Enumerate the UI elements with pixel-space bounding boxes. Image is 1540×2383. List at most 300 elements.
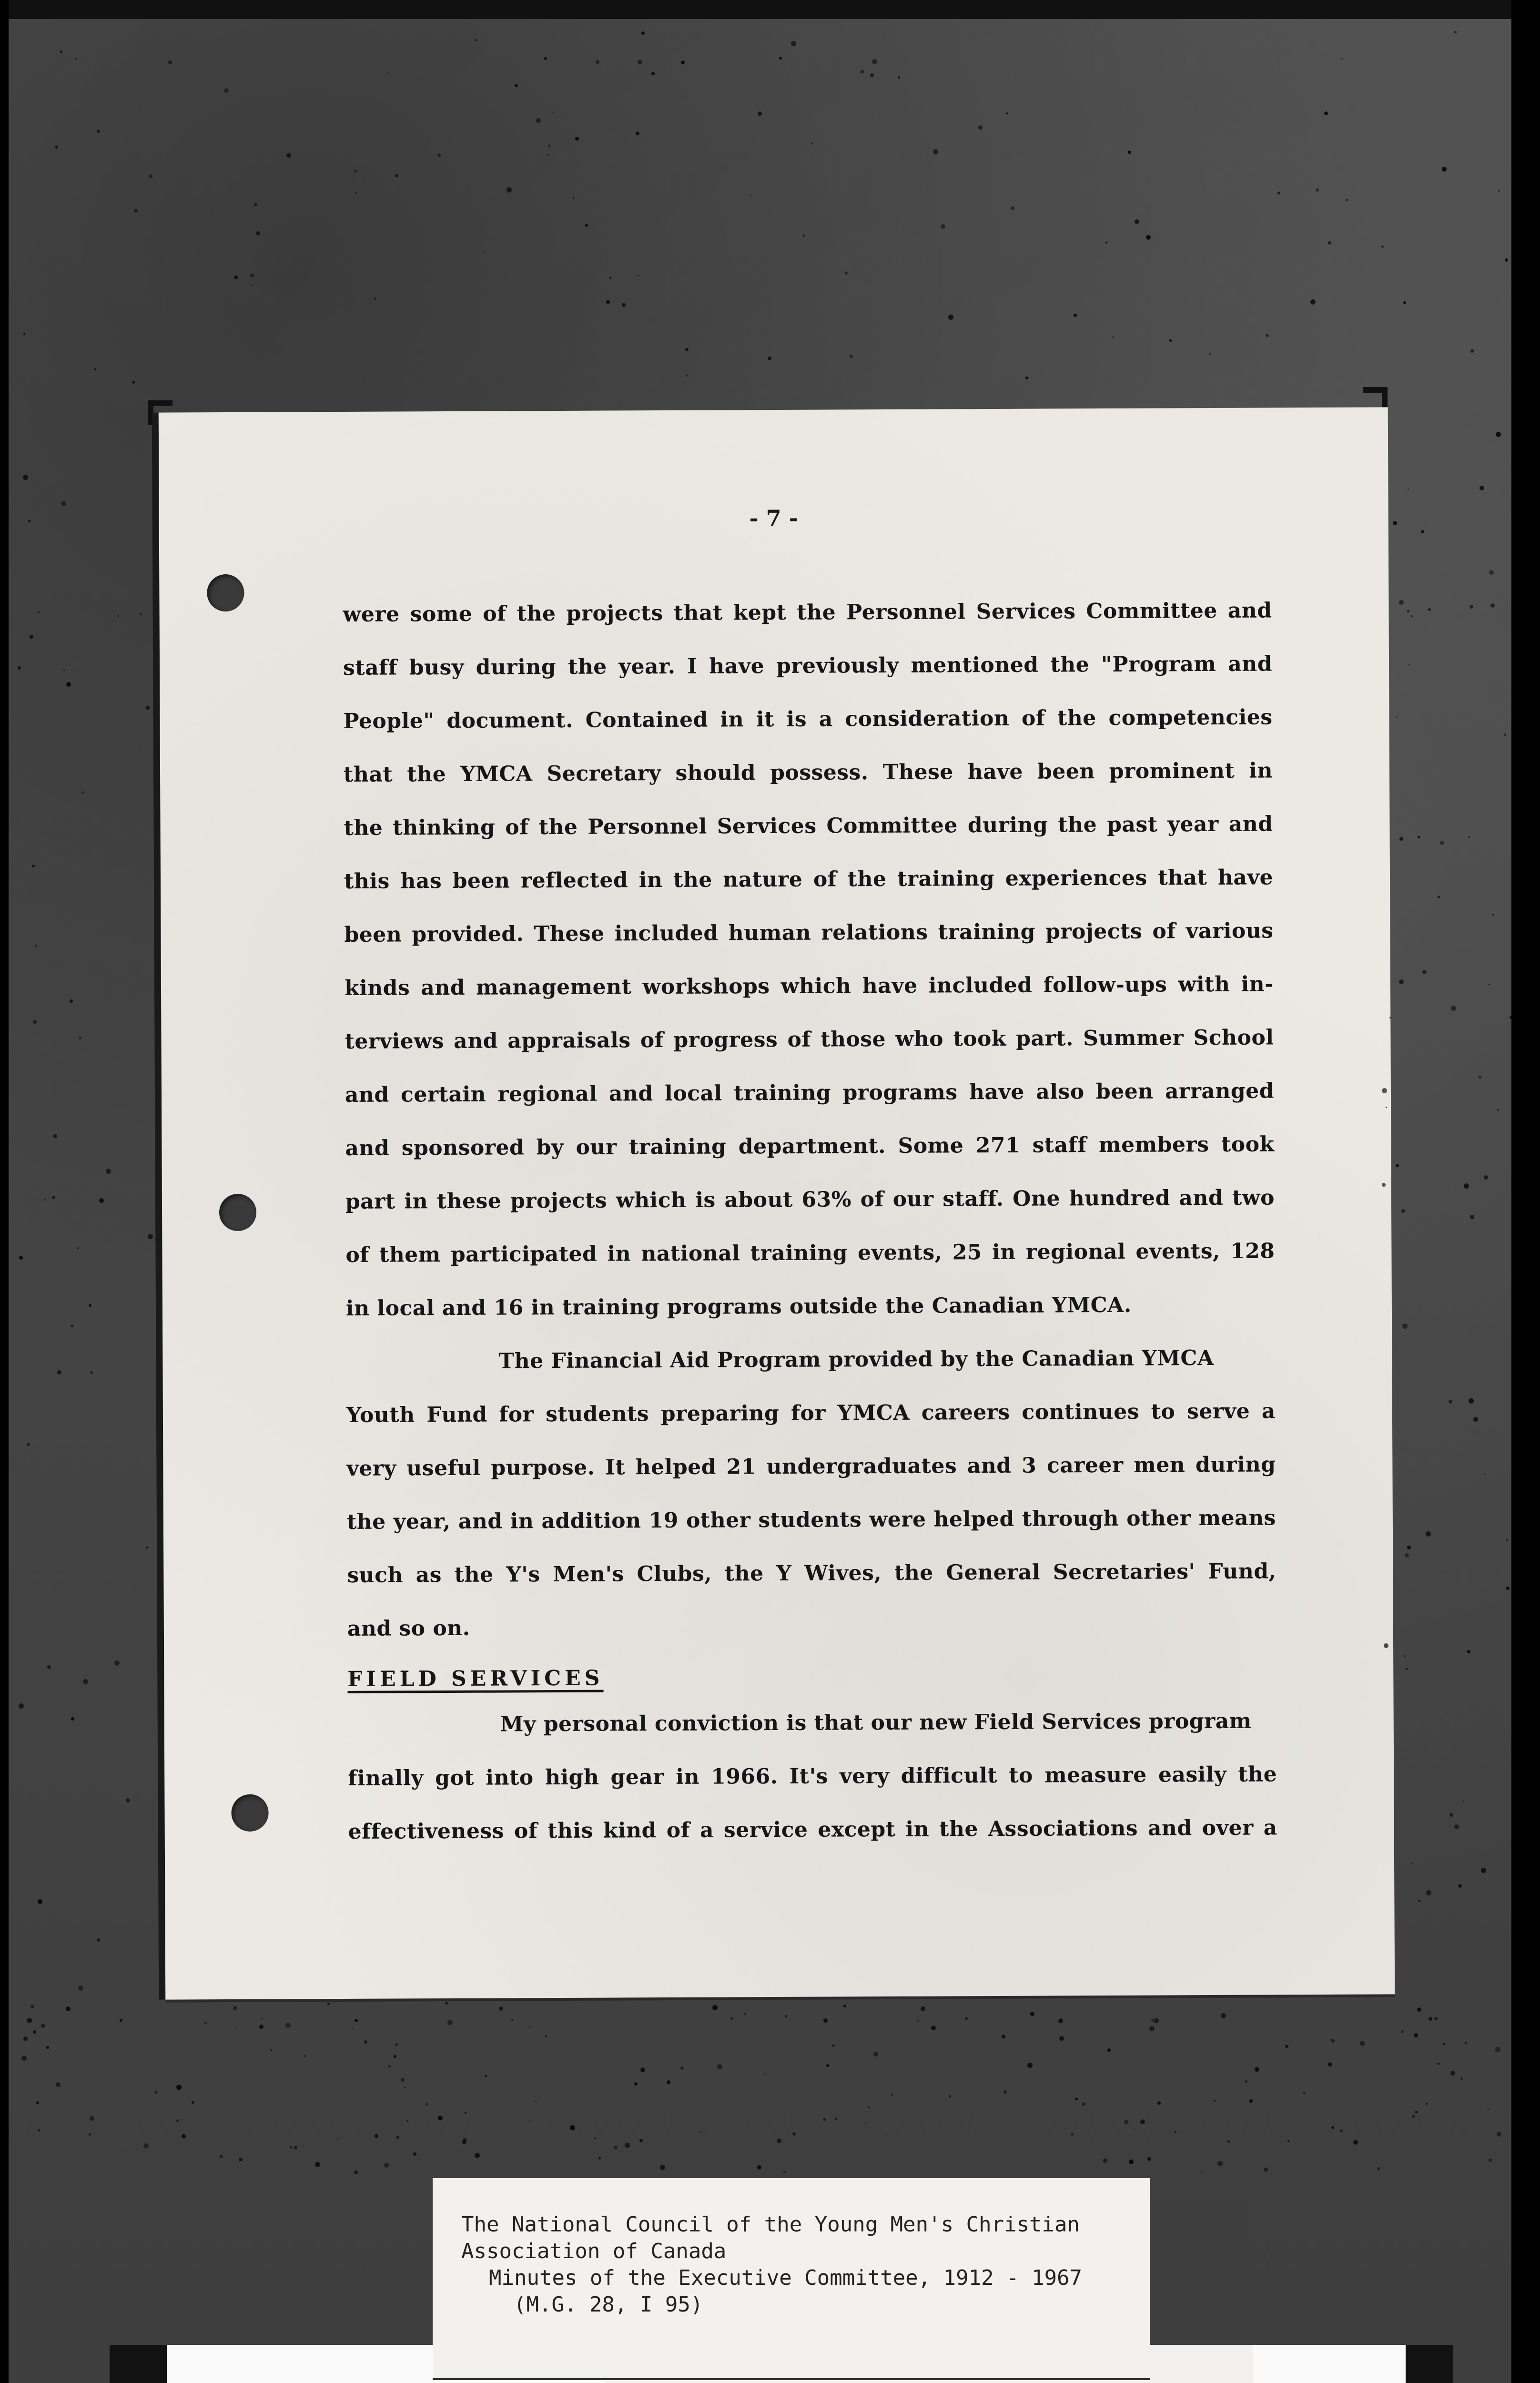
speckle <box>1406 1668 1408 1670</box>
speckle <box>1404 1655 1406 1657</box>
text-line: and sponsored by our training department. Some 271 staff members took <box>345 1132 1275 1161</box>
punch-hole-bottom <box>231 1794 268 1832</box>
speckle <box>97 1938 100 1942</box>
speckle <box>570 2125 575 2130</box>
speckle <box>401 2078 405 2082</box>
speckle <box>636 132 639 135</box>
speckle <box>1463 1801 1464 1802</box>
speckle <box>1285 2045 1288 2048</box>
speckle <box>1003 2090 1007 2094</box>
speckle <box>1495 2047 1500 2052</box>
speckle <box>1504 733 1506 736</box>
speckle <box>71 1717 74 1721</box>
speckle <box>63 670 65 671</box>
speckle <box>1401 2030 1404 2033</box>
text-line: and so on. <box>347 1616 470 1641</box>
speckle <box>134 209 138 213</box>
speckle <box>783 2171 786 2173</box>
speckle <box>1396 1164 1399 1167</box>
speckle <box>1328 241 1331 244</box>
speckle <box>204 2022 207 2024</box>
text-line: My personal conviction is that our new Field Services program <box>500 1709 1252 1737</box>
tape-strip <box>1144 2202 1248 2354</box>
text-line: were some of the projects that kept the Personnel Services Committee and <box>343 598 1272 627</box>
text-line: of them participated in national training events, 25 in regional events, 128 <box>345 1239 1275 1267</box>
speckle <box>1103 2159 1107 2163</box>
speckle <box>220 2155 223 2158</box>
punch-hole-middle <box>219 1194 256 1231</box>
speckle <box>53 1134 57 1138</box>
text-line: effectiveness of this kind of a service except in the Associations and over a <box>348 1815 1277 1844</box>
speckle <box>83 1679 88 1684</box>
speckle <box>384 2163 389 2168</box>
text-line: in local and 16 in training programs outside the Canadian YMCA. <box>345 1293 1132 1321</box>
speckle <box>1426 2103 1428 2105</box>
speckle <box>1403 301 1406 304</box>
speckle <box>294 2146 297 2149</box>
film-edge-top <box>0 0 1540 19</box>
speckle <box>413 2152 416 2156</box>
speckle <box>30 2005 34 2008</box>
speckle <box>1465 2042 1467 2044</box>
text-line: kinds and management workshops which have included follow-ups with in- <box>344 972 1274 1000</box>
speckle <box>680 2067 684 2070</box>
speckle <box>1451 1006 1456 1011</box>
text-line: and certain regional and local training programs have also been arranged <box>344 1079 1275 1107</box>
speckle <box>515 84 518 87</box>
speckle <box>622 303 626 307</box>
speckle <box>1340 2129 1343 2132</box>
speckle <box>66 682 71 687</box>
speckle <box>57 1370 61 1375</box>
speckle <box>99 1198 104 1203</box>
speckle <box>861 70 864 73</box>
text-line: the year, and in addition 19 other students were helped through other means <box>346 1506 1277 1534</box>
speckle <box>811 143 813 144</box>
speckle <box>891 2094 893 2096</box>
speckle <box>1154 2018 1159 2023</box>
speckle <box>1277 192 1280 194</box>
speckle <box>120 2019 122 2022</box>
speckle <box>625 2143 630 2148</box>
speckle <box>438 2116 443 2120</box>
speckle <box>1201 2171 1202 2173</box>
speckle <box>394 2055 396 2058</box>
speckle <box>1454 31 1457 33</box>
speckle <box>1331 2126 1334 2129</box>
speckle <box>270 2049 272 2051</box>
speckle <box>355 2019 358 2022</box>
speckle <box>1059 2036 1064 2041</box>
speckle <box>354 2170 358 2174</box>
speckle <box>47 1665 51 1669</box>
speckle <box>239 2158 243 2161</box>
speckle <box>547 154 548 155</box>
speckle <box>1217 2161 1223 2166</box>
speckle <box>1255 2067 1259 2072</box>
speckle <box>1438 896 1440 898</box>
speckle <box>66 2006 71 2011</box>
speckle <box>1399 600 1404 605</box>
speckle <box>89 2133 91 2136</box>
speckle <box>1479 1076 1481 1079</box>
speckle <box>1002 2035 1005 2038</box>
speckle <box>1245 2080 1247 2083</box>
speckle <box>286 153 291 158</box>
speckle <box>1341 58 1343 60</box>
text-line: The Financial Aid Program provided by the Canadian YMCA <box>498 1345 1214 1374</box>
speckle <box>90 1371 93 1374</box>
speckle <box>355 192 357 193</box>
speckle <box>575 137 579 141</box>
speckle <box>1405 1553 1409 1558</box>
text-line: that the YMCA Secretary should possess. These have been prominent in <box>343 758 1273 787</box>
speckle <box>33 1020 37 1024</box>
speckle <box>1393 521 1397 525</box>
speckle <box>465 2112 466 2114</box>
speckle <box>757 2165 761 2169</box>
speckle <box>352 2028 353 2029</box>
archive-reference-label <box>433 2178 1150 2378</box>
speckle <box>802 234 805 237</box>
speckle <box>97 130 100 133</box>
speckle <box>511 2019 513 2021</box>
speckle <box>868 2106 870 2108</box>
page-number: - 7 - <box>749 505 798 531</box>
speckle <box>1484 1474 1486 1475</box>
speckle <box>823 2118 826 2121</box>
speckle <box>529 2121 531 2122</box>
text-line: finally got into high gear in 1966. It's very difficult to measure easily the <box>348 1762 1277 1791</box>
speckle <box>21 2056 27 2061</box>
speckle <box>23 2037 28 2041</box>
speckle <box>931 2026 936 2030</box>
speckle <box>1128 151 1131 154</box>
speckle <box>261 2018 263 2019</box>
speckle <box>1489 570 1494 575</box>
speckle <box>792 2132 796 2136</box>
speckle <box>55 145 58 149</box>
speckle <box>949 2095 951 2098</box>
speckle <box>149 174 152 178</box>
speckle <box>598 2157 601 2159</box>
speckle <box>1382 1088 1387 1093</box>
speckle <box>250 274 254 277</box>
speckle <box>744 2013 746 2015</box>
speckle <box>1415 2111 1418 2113</box>
speckle <box>948 315 953 320</box>
speckle <box>1418 1900 1420 1902</box>
speckle <box>865 2123 866 2124</box>
speckle <box>1421 530 1424 533</box>
speckle <box>978 125 983 130</box>
punch-hole-top <box>207 574 244 611</box>
text-line: staff busy during the year. I have previously mentioned the "Program and <box>343 652 1273 680</box>
speckle <box>234 275 238 279</box>
speckle <box>553 112 554 113</box>
speckle <box>1505 258 1508 262</box>
speckle <box>1316 188 1319 192</box>
speckle <box>1426 1890 1431 1895</box>
speckle <box>1422 970 1427 974</box>
text-line: terviews and appraisals of progress of those who took part. Summer School <box>344 1025 1274 1054</box>
speckle <box>327 2003 330 2005</box>
speckle <box>1481 1868 1486 1873</box>
speckle <box>1107 2048 1111 2052</box>
speckle <box>1169 339 1172 342</box>
speckle <box>651 72 655 75</box>
speckle <box>1146 235 1151 240</box>
speckle <box>1484 1175 1488 1180</box>
speckle <box>445 2002 448 2005</box>
speckle <box>507 187 512 193</box>
speckle <box>35 945 37 947</box>
speckle <box>475 39 477 41</box>
speckle <box>1506 1539 1508 1541</box>
speckle <box>1074 314 1077 317</box>
speckle <box>1417 2007 1421 2012</box>
speckle <box>1418 836 1420 838</box>
speckle <box>437 153 441 157</box>
speckle <box>730 2017 733 2020</box>
speckle <box>1377 2167 1380 2170</box>
speckle <box>19 1703 24 1709</box>
speckle <box>1264 2168 1268 2172</box>
speckle <box>826 2064 829 2067</box>
speckle <box>475 2153 480 2158</box>
speckle <box>1470 1215 1474 1219</box>
speckle <box>917 2020 919 2022</box>
speckle <box>354 170 357 173</box>
speckle <box>114 1660 120 1666</box>
speckle <box>850 355 853 358</box>
text-line: part in these projects which is about 63% of our staff. One hundred and two <box>345 1185 1275 1214</box>
archive-label-line: Minutes of the Executive Committee, 1912 - 1967 <box>489 2266 1083 2290</box>
speckle <box>251 285 252 286</box>
speckle <box>641 31 645 35</box>
speckle <box>1479 486 1484 490</box>
archive-label-line: The National Council of the Young Men's Christian <box>461 2212 1080 2237</box>
speckle <box>872 59 877 64</box>
speckle <box>660 2165 665 2170</box>
speckle <box>28 520 30 522</box>
speckle <box>823 2018 828 2023</box>
speckle <box>1058 2018 1063 2023</box>
speckle <box>1134 2129 1135 2130</box>
speckle <box>233 2006 237 2010</box>
speckle <box>94 368 96 370</box>
speckle <box>1510 1016 1512 1019</box>
speckle <box>609 277 611 279</box>
speckle <box>921 2006 925 2011</box>
body-text <box>343 584 1277 1858</box>
speckle <box>1408 488 1409 489</box>
speckle <box>32 865 35 867</box>
speckle <box>965 2017 968 2020</box>
speckle <box>873 2052 878 2057</box>
speckle <box>764 2073 765 2075</box>
speckle <box>148 1234 153 1239</box>
speckle <box>898 76 900 79</box>
speckle <box>1467 1650 1470 1653</box>
speckle <box>1489 2159 1492 2162</box>
speckle <box>1470 349 1474 353</box>
speckle <box>1407 610 1409 612</box>
speckle <box>1490 603 1495 608</box>
speckle <box>285 2023 291 2028</box>
speckle <box>36 2101 39 2104</box>
speckle <box>146 706 150 710</box>
text-line: been provided. These included human relations training projects of various <box>344 918 1274 947</box>
speckle <box>638 60 642 64</box>
speckle <box>1464 1183 1469 1189</box>
speckle <box>44 1199 46 1201</box>
speckle <box>41 2024 45 2028</box>
speckle <box>785 2015 787 2017</box>
speckle <box>364 2040 367 2044</box>
speckle <box>1442 167 1447 172</box>
paragraph-field-services <box>348 1694 1277 1859</box>
speckle <box>462 2140 466 2144</box>
speckle <box>1443 2043 1445 2045</box>
speckle <box>1492 914 1494 916</box>
speckle <box>146 1547 148 1548</box>
speckle <box>56 2082 61 2087</box>
paragraph-financial-aid <box>346 1331 1277 1656</box>
speckle <box>499 2006 503 2011</box>
text-line: very useful purpose. It helped 21 undergraduates and 3 career men during <box>346 1452 1276 1481</box>
text-line: Youth Fund for students preparing for YMCA careers continues to serve a <box>346 1399 1276 1427</box>
speckle <box>1412 2115 1415 2118</box>
speckle <box>758 112 762 116</box>
speckle <box>843 2005 846 2007</box>
speckle <box>1437 2063 1439 2065</box>
speckle <box>791 41 796 46</box>
speckle <box>396 2136 399 2139</box>
speckle <box>681 61 685 64</box>
speckle <box>606 300 610 304</box>
speckle <box>717 2064 722 2069</box>
speckle <box>1469 605 1473 609</box>
speckle <box>140 613 142 615</box>
speckle <box>1389 1017 1391 1018</box>
speckle <box>886 2134 887 2135</box>
speckle <box>52 1196 55 1199</box>
speckle <box>1497 1109 1499 1111</box>
speckle <box>46 2046 49 2049</box>
speckle <box>1328 2062 1332 2067</box>
speckle <box>90 2116 94 2121</box>
speckle <box>779 57 782 60</box>
speckle <box>1382 1183 1386 1187</box>
speckle <box>315 2162 320 2167</box>
speckle <box>1384 1643 1388 1648</box>
section-heading-field-services: FIELD SERVICES <box>347 1666 604 1691</box>
speckle <box>545 2035 547 2037</box>
speckle <box>614 2146 618 2149</box>
speckle <box>1401 1209 1405 1213</box>
speckle <box>75 58 77 60</box>
speckle <box>1429 2017 1432 2021</box>
speckle <box>485 2075 487 2077</box>
speckle <box>1407 1546 1411 1549</box>
speckle <box>1124 2120 1128 2124</box>
speckle <box>38 611 40 613</box>
speckle <box>374 297 376 300</box>
paragraph-personnel <box>343 584 1275 1335</box>
speckle <box>1458 1884 1462 1888</box>
speckle <box>1473 1417 1478 1422</box>
speckle <box>117 615 119 617</box>
speckle <box>1129 2159 1134 2164</box>
speckle <box>594 2138 596 2139</box>
speckle <box>712 2005 718 2010</box>
speckle <box>1331 2039 1335 2043</box>
speckle <box>143 2143 149 2149</box>
speckle <box>544 57 547 60</box>
speckle <box>33 2030 36 2034</box>
speckle <box>1434 2017 1438 2020</box>
speckle <box>1428 608 1431 611</box>
speckle <box>154 2091 157 2094</box>
speckle <box>1408 664 1410 665</box>
text-line: the thinking of the Personnel Services Committee during the past year and <box>344 812 1273 840</box>
speckle <box>699 2131 701 2133</box>
speckle <box>1411 615 1413 617</box>
speckle <box>933 149 938 154</box>
speckle <box>1227 2140 1230 2143</box>
speckle <box>78 1986 83 1991</box>
speckle <box>1157 2101 1161 2105</box>
speckle <box>1151 2019 1154 2022</box>
speckle <box>1027 2063 1033 2068</box>
speckle <box>387 72 388 74</box>
speckle <box>81 791 84 794</box>
speckle <box>640 2067 645 2072</box>
speckle <box>1440 841 1444 845</box>
speckle <box>89 1304 91 1307</box>
speckle <box>573 197 574 199</box>
speckle <box>1006 112 1008 114</box>
speckle <box>1266 334 1269 337</box>
speckle <box>941 224 945 229</box>
speckle <box>395 174 398 177</box>
speckle <box>23 333 25 335</box>
speckle <box>30 635 33 639</box>
speckle <box>1360 2041 1365 2046</box>
speckle <box>685 348 689 351</box>
speckle <box>395 2043 398 2046</box>
speckle <box>337 2139 339 2140</box>
speckle <box>1209 353 1211 355</box>
speckle <box>585 224 588 227</box>
archive-label-text <box>461 2211 1082 2318</box>
speckle <box>1135 219 1139 224</box>
speckle <box>1396 716 1398 718</box>
speckle <box>18 666 21 670</box>
speckle <box>182 2134 186 2139</box>
speckle <box>1496 432 1501 437</box>
speckle <box>1147 2157 1151 2161</box>
speckle <box>1071 2133 1074 2136</box>
document-page <box>159 407 1395 1999</box>
speckle <box>750 194 751 196</box>
speckle <box>870 73 874 77</box>
speckle <box>168 61 172 64</box>
speckle <box>1449 1400 1452 1404</box>
speckle <box>1011 206 1014 210</box>
speckle <box>1506 1587 1510 1590</box>
